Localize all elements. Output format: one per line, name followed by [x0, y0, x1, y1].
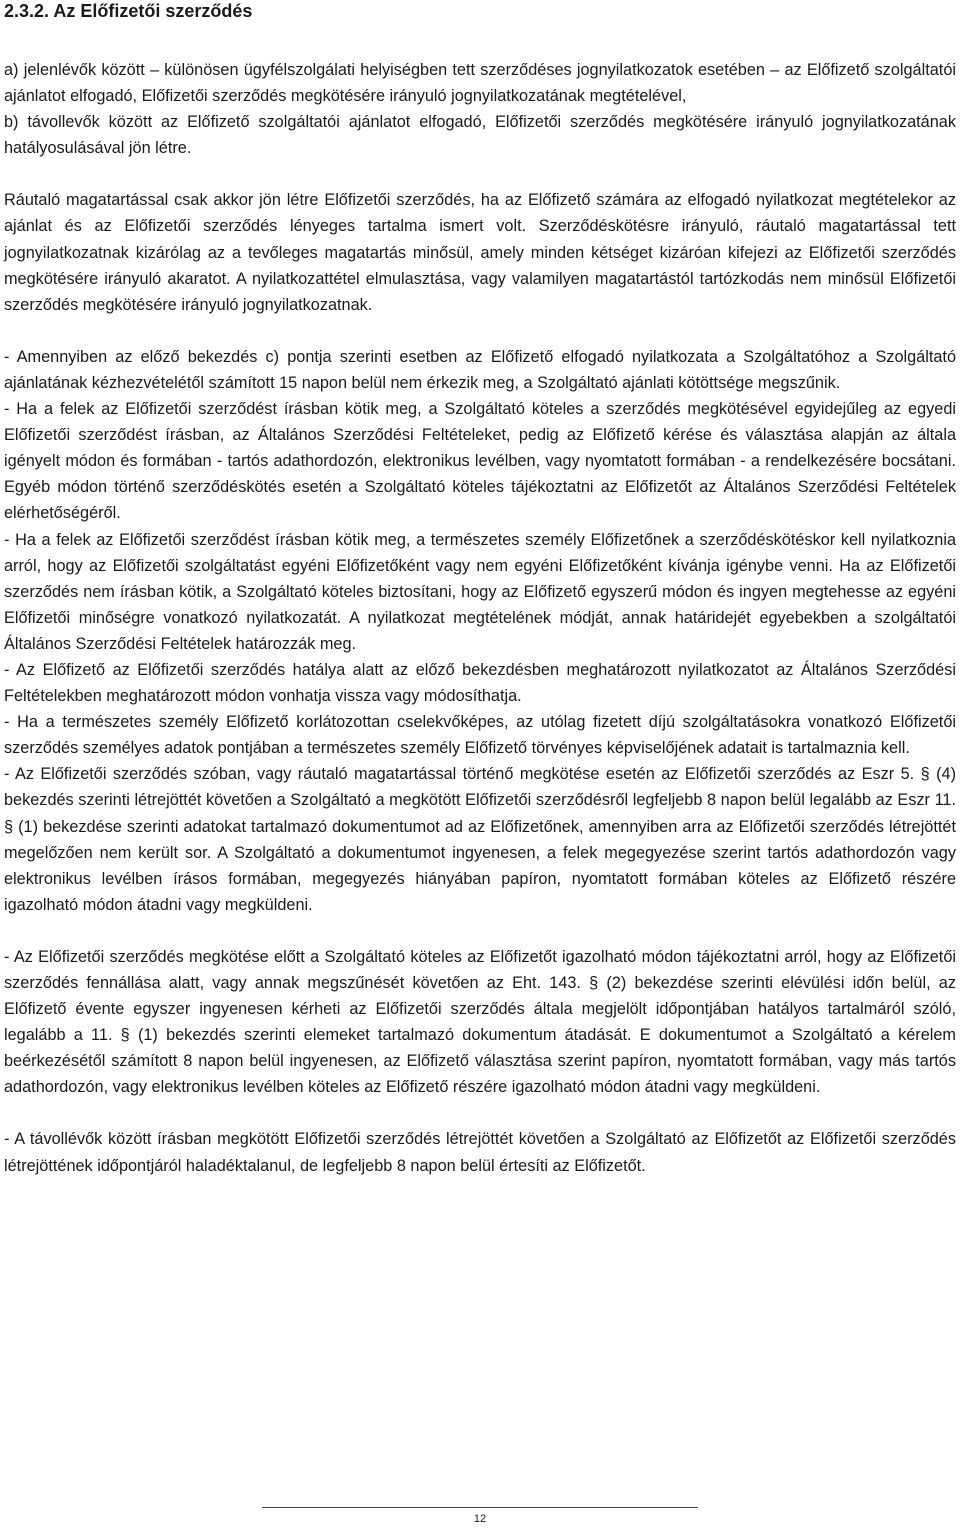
paragraph-information-duty: - Az Előfizetői szerződés megkötése előtt a Szolgáltató köteles az Előfizetőt igazolható módon tájékoztatni arról, hogy az Előfizetői szerződés fennállása alatt, vagy annak megszűnését követően az Eht. 143. § (2) bekezdése szerinti elévülési időn belül, az Előfizető évente egyszer ingyenesen kérheti az Előfizetői szerződés általa megjelölt időpontjában hatályos tartalmáról szóló, legalább a 11. § (1) bekezdés szerinti elemeket tartalmazó dokumentum átadását. E dokumentumot a Szolgáltató a kérelem beérkezésétől számított 8 napon belül ingyenesen, az Előfizető választása szerint papíron, nyomtatott formában, vagy más tartós adathordozón, vagy elektronikus levélben köteles az Előfizető részére igazolható módon átadni vagy megküldeni. [4, 947, 956, 1097]
paragraph-distance-contract: - A távollévők között írásban megkötött Előfizetői szerződés létrejöttét követően a Szolgáltató az Előfizetőt az Előfizetői szerződés létrejöttének időpontjáról haladéktalanul, de legfeljebb 8 napon belül értesíti az Előfizetőt. [4, 1130, 956, 1175]
spacer [4, 22, 956, 57]
document-page [4, 0, 956, 1179]
spacer [4, 918, 956, 944]
paragraph-a: a) jelenlévők között – különösen ügyfélszolgálati helyiségben tett szerződéses jognyilatkozatok esetében – az Előfizető szolgáltatói ajánlatot elfogadó, Előfizetői szerződés megkötésére irányuló jognyilatkozatának megtételével, [4, 61, 956, 106]
paragraph-b: b) távollevők között az Előfizető szolgáltatói ajánlatot elfogadó, Előfizetői szerződés megkötésére irányuló jognyilatkozatának hatályosulásával jön létre. [4, 113, 956, 158]
paragraph-offer-expiry: - Amennyiben az előző bekezdés c) pontja szerinti esetben az Előfizető elfogadó nyilatkozata a Szolgáltatóhoz a Szolgáltató ajánlatának kézhezvételétől számított 15 napon belül nem érkezik meg, a Szolgáltató ajánlati kötöttsége megszűnik. [4, 347, 956, 392]
paragraph-limited-capacity: - Ha a természetes személy Előfizető korlátozottan cselekvőképes, az utólag fizetett díjú szolgáltatásokra vonatkozó Előfizetői szerződés személyes adatok pontjában a természetes személy Előfizető törvényes képviselőjének adatait is tartalmaznia kell. [4, 713, 956, 758]
paragraph-implied-conduct: Ráutaló magatartással csak akkor jön létre Előfizetői szerződés, ha az Előfizető számára az elfogadó nyilatkozat megtételekor az ajánlat és az Előfizetői szerződés lényeges tartalma ismert volt. Szerződéskötésre irányuló, ráutaló magatartással tett jognyilatkozatnak kizárólag az a tevőleges magatartás minősül, amely minden kétséget kizáróan kifejezi az Előfizetői szerződés megkötésére irányuló akaratot. A nyilatkozattétel elmulasztása, vagy valamilyen magatartástól tartózkodás nem minősül Előfizetői szerződés megkötésére irányuló jognyilatkozatnak. [4, 191, 956, 314]
paragraph-written-contract: - Ha a felek az Előfizetői szerződést írásban kötik meg, a Szolgáltató köteles a szerződés megkötésével egyidejűleg az egyedi Előfizetői szerződést írásban, az Általános Szerződési Feltételeket, pedig az Előfizető kérése és választása alapján az általa igényelt módon és formában - tartós adathordozón, elektronikus levélben, vagy nyomtatott formában - a rendelkezésére bocsátani. Egyéb módon történő szerződéskötés esetén a Szolgáltató köteles tájékoztatni az Előfizetőt az Általános Szerződési Feltételek elérhetőségéről. [4, 400, 956, 523]
spacer [4, 1100, 956, 1126]
paragraph-individual-subscriber: - Ha a felek az Előfizetői szerződést írásban kötik meg, a természetes személy Előfizetőnek a szerződéskötéskor kell nyilatkoznia arról, hogy az Előfizetői szolgáltatást egyéni Előfizetőként vagy nem egyéni Előfizetőként kívánja igénybe venni. Ha az Előfizetői szerződés nem írásban kötik, a Szolgáltató köteles biztosítani, hogy az Előfizető egyszerű módon és ingyen megtehesse az egyéni Előfizetői minőségre vonatkozó nyilatkozatát. A nyilatkozat megtételének módját, annak határidejét egyebekben a szolgáltatói Általános Szerződési Feltételek határozzák meg. [4, 530, 956, 653]
page-number: 12 [473, 1513, 487, 1525]
footer-divider [262, 1507, 698, 1508]
paragraph-withdraw-statement: - Az Előfizető az Előfizetői szerződés hatálya alatt az előző bekezdésben meghatározott nyilatkozatot az Általános Szerződési Feltételekben meghatározott módon vonhatja vissza vagy módosíthatja. [4, 660, 956, 706]
paragraph-oral-contract: - Az Előfizetői szerződés szóban, vagy ráutaló magatartással történő megkötése esetén az Előfizetői szerződés az Eszr 5. § (4) bekezdés szerinti létrejöttét követően a Szolgáltató a megkötött Előfizetői szerződésről legfeljebb 8 napon belül legalább az Eszr 11. § (1) bekezdése szerinti adatokat tartalmazó dokumentumot ad az Előfizetőnek, amennyiben arra az Előfizetői szerződés létrejöttét megelőzően nem került sor. A Szolgáltató a dokumentumot ingyenesen, a felek megegyezése szerint tartós adathordozón vagy elektronikus levélben írásos formában, megegyezés hiányában papíron, nyomtatott formában köteles az Előfizető részére igazolható módon átadni vagy megküldeni. [4, 765, 956, 914]
spacer [4, 318, 956, 344]
section-heading: 2.3.2. Az Előfizetői szerződés [4, 1, 253, 21]
spacer [4, 161, 956, 187]
